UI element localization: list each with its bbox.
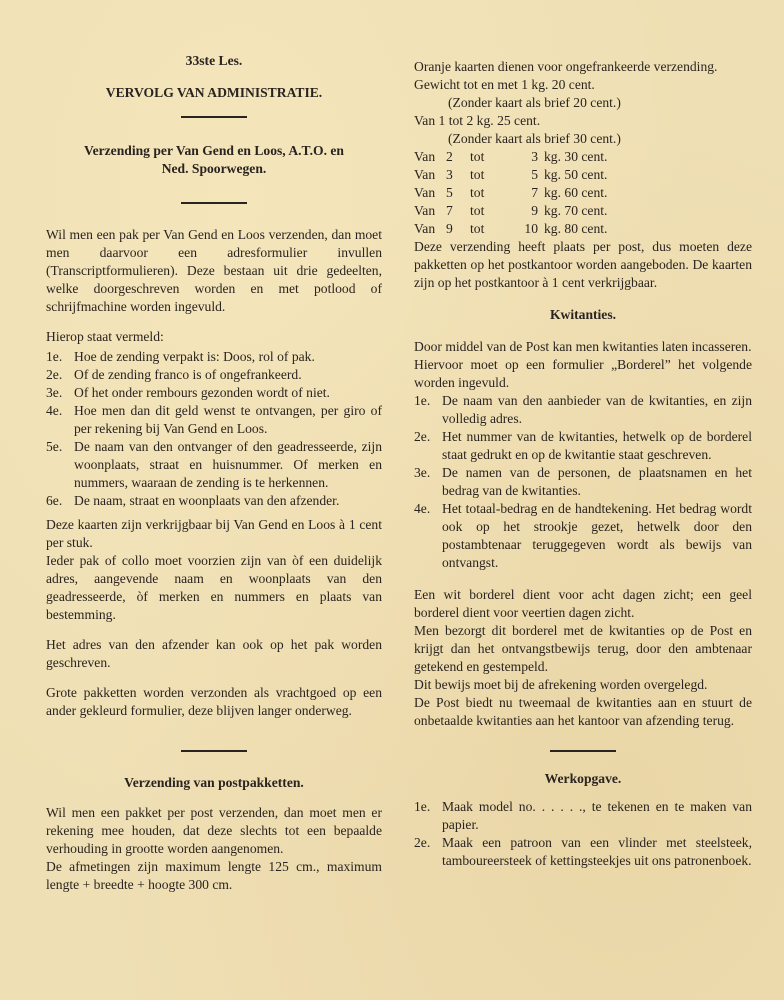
- list-item: 2e. Of de zending franco is of ongefrankeerd.: [46, 367, 302, 382]
- paragraph-biedt: De Post biedt nu tweemaal de kwitanties aan en stuurt de onbetaalde kwitanties aan het kantoor van afzending terug.: [414, 695, 752, 728]
- hierop-label: Hierop staat vermeld:: [46, 329, 164, 344]
- section-title-vgl-line2: Ned. Spoorwegen.: [161, 161, 267, 176]
- borderel-list: [414, 392, 752, 572]
- paragraph-bezorgt: Men bezorgt dit borderel met de kwitanties op de Post en krijgt dan het ontvangstbewijs terug, door den ambtenaar getekend en gestempeld.: [414, 623, 752, 674]
- rate-table: [414, 148, 752, 238]
- left-column: [46, 0, 382, 894]
- rate-row: Van 9 tot 10 kg. 80 cent.: [414, 221, 608, 236]
- paragraph-wit-borderel: Een wit borderel dient voor acht dagen zicht; een geel borderel dient voor veertien dagen zicht.: [414, 587, 752, 620]
- lesson-number: 33ste Les.: [185, 53, 243, 68]
- list-item: 3e. Of het onder rembours gezonden wordt of niet.: [46, 385, 330, 400]
- section-title-werkopgave: Werkopgave.: [544, 771, 622, 786]
- list-item: 5e. De naam van den ontvanger of den geadresseerde, zijn woonplaats, straat en huisnummer. Of merken en nummers, waaraan de zending is te herkennen.: [46, 439, 382, 490]
- section-title-kwitanties: Kwitanties.: [549, 307, 617, 322]
- task-item: 2e. Maak een patroon van een vlinder met steelsteek, tamboureersteek of kettingsteekjes uit ons patronenboek.: [414, 835, 752, 868]
- intro-paragraph: Wil men een pak per Van Gend en Loos verzenden, dan moet men daarvoor een adresformulier invullen (Transcriptformulieren). Deze bestaan uit drie gedeelten, welke doorgeschreven worden en met potlood of schrijfmachine worden ingevuld.: [46, 227, 382, 314]
- paragraph-hiervoor: Hiervoor moet op een formulier „Borderel” het volgende worden ingevuld.: [414, 357, 752, 390]
- rate-row: Van 5 tot 7 kg. 60 cent.: [414, 185, 608, 200]
- list-item: 4e. Het totaal-bedrag en de handtekening. Het bedrag wordt ook op het strookje gezet, hetwelk door den postambtenaar teruggegeven wordt als bewijs van ontvangst.: [414, 501, 752, 570]
- list-item: 4e. Hoe men dan dit geld wenst te ontvangen, per giro of per rekening bij Van Gend en Loos.: [46, 403, 382, 436]
- rate-row: Van 2 tot 3 kg. 30 cent.: [414, 149, 608, 164]
- paragraph-bewijs: Dit bewijs moet bij de afrekening worden overgelegd.: [414, 677, 708, 692]
- task-list: [414, 798, 752, 870]
- paragraph-postpakket: Wil men een pakket per post verzenden, dan moet men er rekening mee houden, dat deze slechts tot een bepaalde verhouding in grootte worden aangenomen.: [46, 805, 382, 856]
- paragraph-kaarten: Deze kaarten zijn verkrijgbaar bij Van Gend en Loos à 1 cent per stuk.: [46, 517, 382, 550]
- divider: [181, 116, 247, 118]
- right-column: [414, 0, 752, 870]
- paragraph-afzender: Het adres van den afzender kan ook op het pak worden geschreven.: [46, 637, 382, 670]
- list-item: 1e. De naam van den aanbieder van de kwitanties, en zijn volledig adres.: [414, 393, 752, 426]
- list-item: 3e. De namen van de personen, de plaatsnamen en het bedrag van de kwitanties.: [414, 465, 752, 498]
- paragraph-afmetingen: De afmetingen zijn maximum lengte 125 cm., maximum lengte + breedte + hoogte 300 cm.: [46, 859, 382, 892]
- section-title-postpakketten: Verzending van postpakketten.: [124, 775, 304, 790]
- rate-row: Van 3 tot 5 kg. 50 cent.: [414, 167, 608, 182]
- task-item: 1e. Maak model no. . . . . ., te tekenen en te maken van papier.: [414, 799, 752, 832]
- paragraph-grote-pakketten: Grote pakketten worden verzonden als vrachtgoed op een ander gekleurd formulier, deze blijven langer onderweg.: [46, 685, 382, 718]
- requirements-list: [46, 348, 382, 510]
- paragraph-post: Deze verzending heeft plaats per post, dus moeten deze pakketten op het postkantoor worden aangeboden. De kaarten zijn op het postkantoor à 1 cent verkrijgbaar.: [414, 239, 752, 290]
- rate-gewicht: Gewicht tot en met 1 kg. 20 cent.: [414, 77, 595, 92]
- rate-note: (Zonder kaart als brief 20 cent.): [448, 95, 621, 110]
- paragraph-door-middel: Door middel van de Post kan men kwitanties laten incasseren.: [414, 339, 752, 354]
- rate-row: Van 7 tot 9 kg. 70 cent.: [414, 203, 608, 218]
- list-item: 6e. De naam, straat en woonplaats van den afzender.: [46, 493, 340, 508]
- rate-van-1: Van 1 tot 2 kg. 25 cent.: [414, 113, 541, 128]
- page-title: VERVOLG VAN ADMINISTRATIE.: [105, 85, 323, 100]
- list-item: 1e. Hoe de zending verpakt is: Doos, rol of pak.: [46, 349, 315, 364]
- paragraph-collo: Ieder pak of collo moet voorzien zijn van òf een duidelijk adres, aangevende naam en woonplaats van den geadresseerde, òf merken en nummers en plaats van bestemming.: [46, 553, 382, 622]
- list-item: 2e. Het nummer van de kwitanties, hetwelk op de borderel staat gedrukt en op de kwitantie staat geschreven.: [414, 429, 752, 462]
- divider: [181, 750, 247, 752]
- paragraph-oranje: Oranje kaarten dienen voor ongefrankeerde verzending.: [414, 59, 718, 74]
- rate-note: (Zonder kaart als brief 30 cent.): [448, 131, 621, 146]
- section-title-vgl-line1: Verzending per Van Gend en Loos, A.T.O. en: [84, 143, 344, 158]
- divider: [550, 750, 616, 752]
- divider: [181, 202, 247, 204]
